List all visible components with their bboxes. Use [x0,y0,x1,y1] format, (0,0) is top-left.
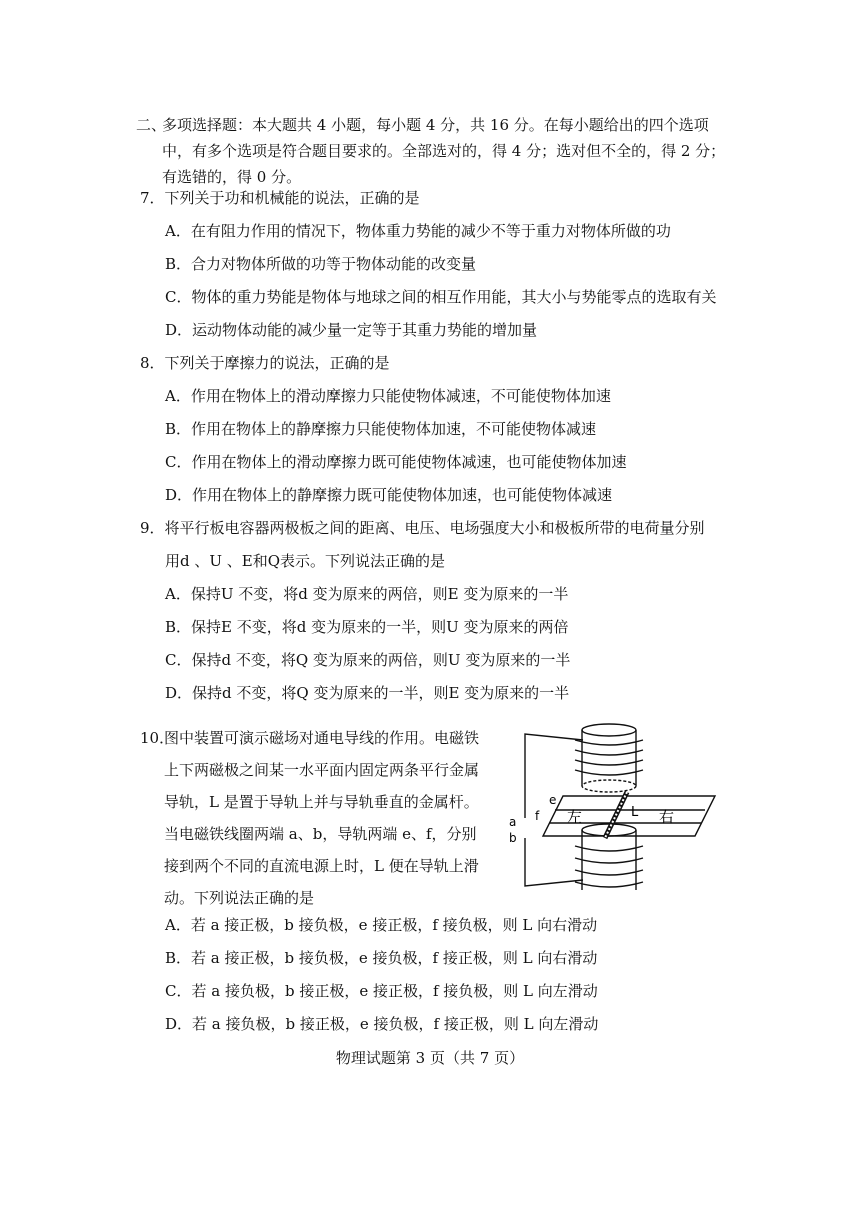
question-7-option-b: B．合力对物体所做的功等于物体动能的改变量 [165,255,477,273]
question-9-stem-line2: 用d 、U 、E和Q表示。下列说法正确的是 [165,552,446,570]
question-7-option-d: D．运动物体动能的减少量一定等于其重力势能的增加量 [165,321,538,339]
section-instructions: 多项选择题：本大题共 4 小题，每小题 4 分，共 16 分。在每小题给出的四个选项中，有多个选项是符合题目要求的。全部选对的，得 4 分；选对但不全的，得 2 分；有选错的，得 0 分。 [162,116,726,186]
question-10-option-a: A．若 a 接正极，b 接负极，e 接正极，f 接负极，则 L 向右滑动 [165,916,598,934]
question-8-option-c: C．作用在物体上的滑动摩擦力既可能使物体减速，也可能使物体加速 [165,453,627,471]
question-9-stem-line1: 9．将平行板电容器两极板之间的距离、电压、电场强度大小和极板所带的电荷量分别 [140,519,705,537]
question-7-option-c: C．物体的重力势能是物体与地球之间的相互作用能，其大小与势能零点的选取有关 [165,288,717,306]
label-b: b [509,831,517,845]
label-e: e [549,793,557,807]
question-7-option-a: A．在有阻力作用的情况下，物体重力势能的减少不等于重力对物体所做的功 [165,222,671,240]
label-f: f [535,809,540,823]
question-8-option-a: A．作用在物体上的滑动摩擦力只能使物体减速，不可能使物体加速 [165,387,611,405]
question-9-option-b: B．保持E 不变，将d 变为原来的一半，则U 变为原来的两倍 [165,618,569,636]
question-10-text: 图中装置可演示磁场对通电导线的作用。电磁铁上下两磁极之间某一水平面内固定两条平行金属导轨，L 是置于导轨上并与导轨垂直的金属杆。当电磁铁线圈两端 a、b，导轨两端 e、f，分别接到两个不同的直流电源上时，L 便在导轨上滑动。下列说法正确的是 [164,729,480,907]
question-9-option-a: A．保持U 不变，将d 变为原来的两倍，则E 变为原来的一半 [165,585,569,603]
question-10-number: 10． [140,729,175,747]
section-heading [136,112,736,190]
label-left: 左 [567,808,583,826]
label-right: 右 [659,808,675,826]
label-rod-L: L [631,805,639,820]
label-a: a [509,815,517,829]
page-footer: 物理试题第 3 页（共 7 页） [335,1049,525,1067]
question-8-option-d: D．作用在物体上的静摩擦力既可能使物体加速，也可能使物体减速 [165,486,613,504]
question-7-stem: 7．下列关于功和机械能的说法，正确的是 [140,189,420,207]
question-8-stem: 8．下列关于摩擦力的说法，正确的是 [140,354,390,372]
question-10-option-c: C．若 a 接负极，b 接正极，e 接正极，f 接负极，则 L 向左滑动 [165,982,598,1000]
electromagnet-figure [505,718,730,893]
section-number: 二、 [136,116,167,134]
question-9-option-c: C．保持d 不变，将Q 变为原来的两倍，则U 变为原来的一半 [165,651,571,669]
question-10-stem [140,722,490,914]
question-10-option-d: D．若 a 接负极，b 接正极，e 接负极，f 接正极，则 L 向左滑动 [165,1015,599,1033]
wire-b [525,838,583,886]
metal-rod [605,792,627,838]
question-10-option-b: B．若 a 接正极，b 接负极，e 接负极，f 接正极，则 L 向右滑动 [165,949,598,967]
question-9-option-d: D．保持d 不变，将Q 变为原来的一半，则E 变为原来的一半 [165,684,570,702]
question-8-option-b: B．作用在物体上的静摩擦力只能使物体加速，不可能使物体减速 [165,420,597,438]
